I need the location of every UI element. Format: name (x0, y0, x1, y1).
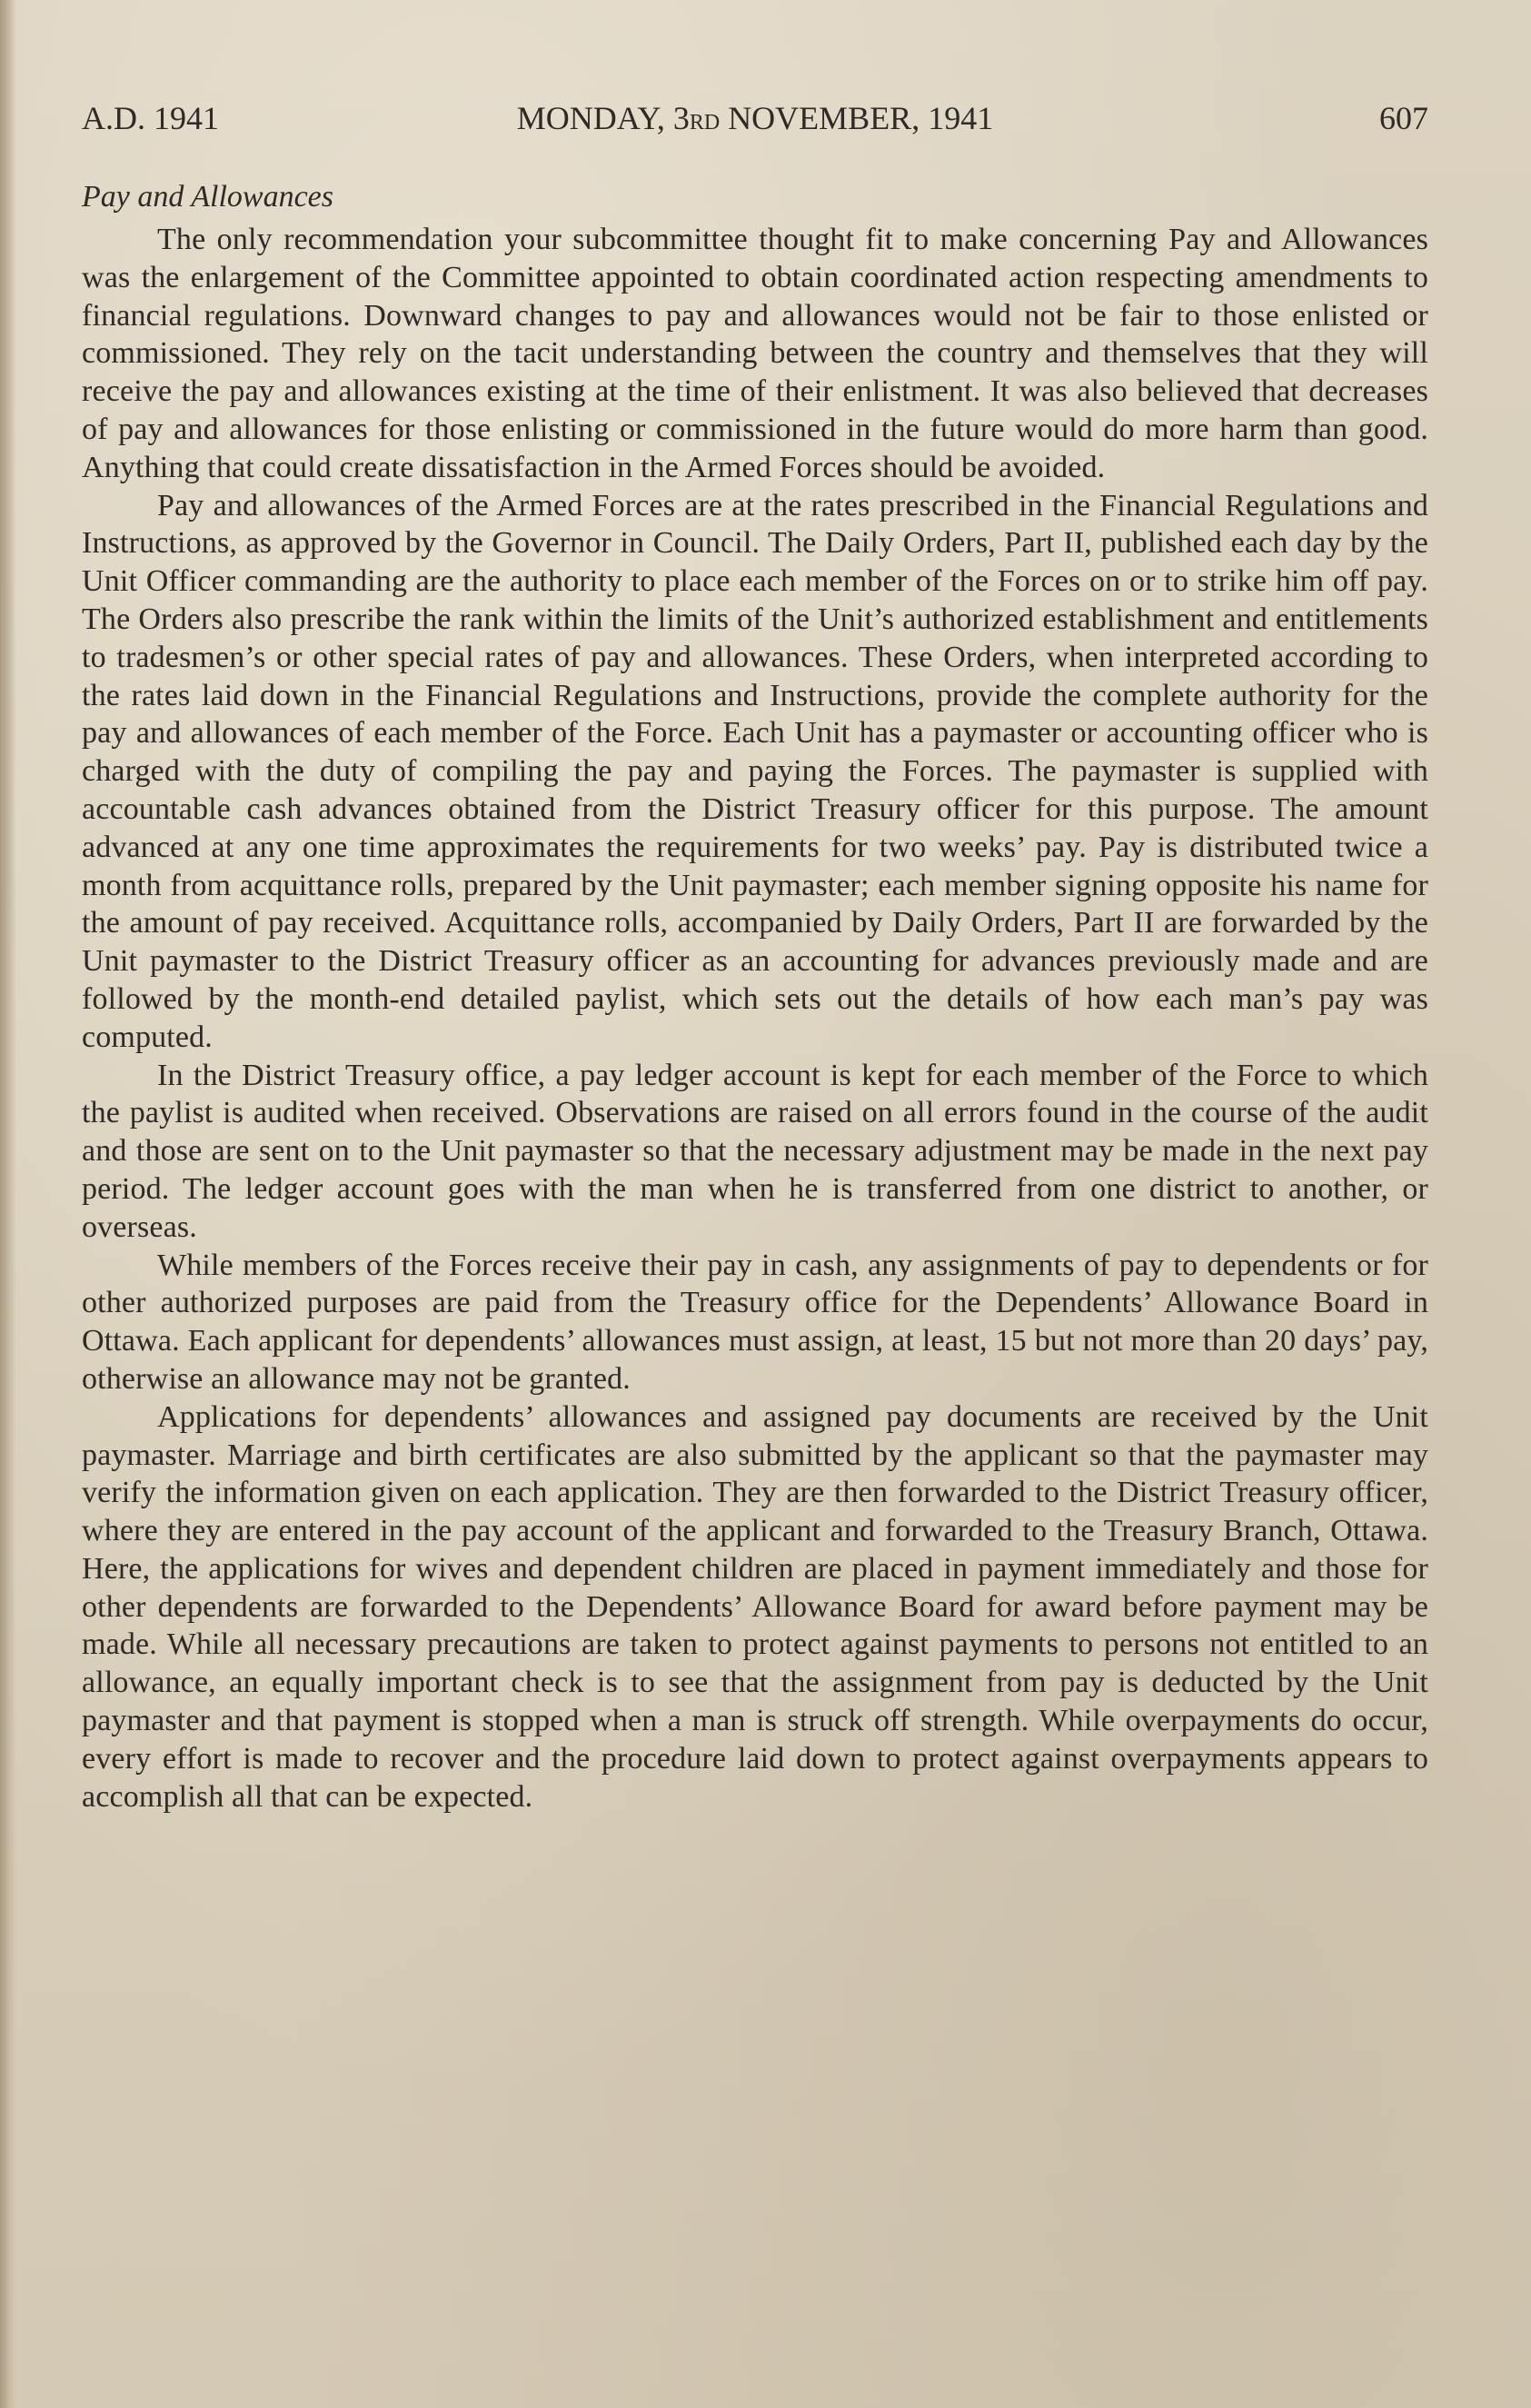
section-title: Pay and Allowances (82, 180, 333, 214)
header-date-month-year: NOVEMBER, 1941 (720, 100, 994, 136)
paragraph: Pay and allowances of the Armed Forces are at the rates prescribed in the Financial Regulations and Instructions, as approved by the Governor in Council. The Daily Orders, Part II, published each day by the Unit Officer commanding are the authority to place each member of the Forces on or to strike him off pay. The Orders also prescribe the rank within the limits of the Unit’s authorized establishment and entitlements to tradesmen’s or other special rates of pay and allowances. These Orders, when interpreted according to the rates laid down in the Financial Regulations and Instructions, provide the complete authority for the pay and allowances of each member of the Force. Each Unit has a paymaster or accounting officer who is charged with the duty of compiling the pay and paying the Forces. The paymaster is supplied with accountable cash advances obtained from the District Treasury officer for this purpose. The amount advanced at any one time approximates the requirements for two weeks’ pay. Pay is distributed twice a month from acquittance rolls, prepared by the Unit paymaster; each member signing opposite his name for the amount of pay received. Acquittance rolls, accompanied by Daily Orders, Part II are forwarded by the Unit paymaster to the District Treasury officer as an accounting for advances previously made and are followed by the month-end detailed paylist, which sets out the details of how each man’s pay was computed. (82, 488, 1428, 1054)
body-text (82, 221, 1428, 1816)
header-date-day: MONDAY, 3 (516, 100, 690, 136)
page-number: 607 (1379, 100, 1428, 136)
running-header (82, 95, 1428, 141)
header-year: A.D. 1941 (82, 100, 219, 136)
page-edge-shadow (0, 0, 16, 2408)
paragraph: In the District Treasury office, a pay ledger account is kept for each member of the Force to which the paylist is audited when received. Observations are raised on all errors found in the course of the audit and those are sent on to the Unit paymaster so that the necessary adjustment may be made in the next pay period. The ledger account goes with the man when he is transferred from one district to another, or overseas. (82, 1058, 1428, 1244)
header-date (82, 95, 1428, 145)
header-date-ordinal: RD (689, 111, 721, 134)
paragraph: While members of the Forces receive their pay in cash, any assignments of pay to dependents or for other authorized purposes are paid from the Treasury office for the Dependents’ Allowance Board in Ottawa. Each applicant for dependents’ allowances must assign, at least, 15 but not more than 20 days’ pay, otherwise an allowance may not be granted. (82, 1248, 1428, 1396)
paragraph: Applications for dependents’ allowances and assigned pay documents are received by the Unit paymaster. Marriage and birth certificates are also submitted by the applicant so that the paymaster may verify the information given on each application. They are then forwarded to the District Treasury officer, where they are entered in the pay account of the applicant and forwarded to the Treasury Branch, Ottawa. Here, the applications for wives and dependent children are placed in payment immediately and those for other dependents are forwarded to the Dependents’ Allowance Board for award before payment may be made. While all necessary precautions are taken to protect against payments to persons not entitled to an allowance, an equally important check is to see that the assignment from pay is deducted by the Unit paymaster and that payment is stopped when a man is struck off strength. While overpayments do occur, every effort is made to recover and the procedure laid down to protect against overpayments appears to accomplish all that can be expected. (82, 1399, 1428, 1814)
paragraph: The only recommendation your subcommittee thought fit to make concerning Pay and Allowances was the enlargement of the Committee appointed to obtain coordinated action respecting amendments to financial regulations. Downward changes to pay and allowances would not be fair to those enlisted or commissioned. They rely on the tacit understanding between the country and themselves that they will receive the pay and allowances existing at the time of their enlistment. It was also believed that decreases of pay and allowances for those enlisting or commissioned in the future would do more harm than good. Anything that could create dissatisfaction in the Armed Forces should be avoided. (82, 223, 1428, 484)
